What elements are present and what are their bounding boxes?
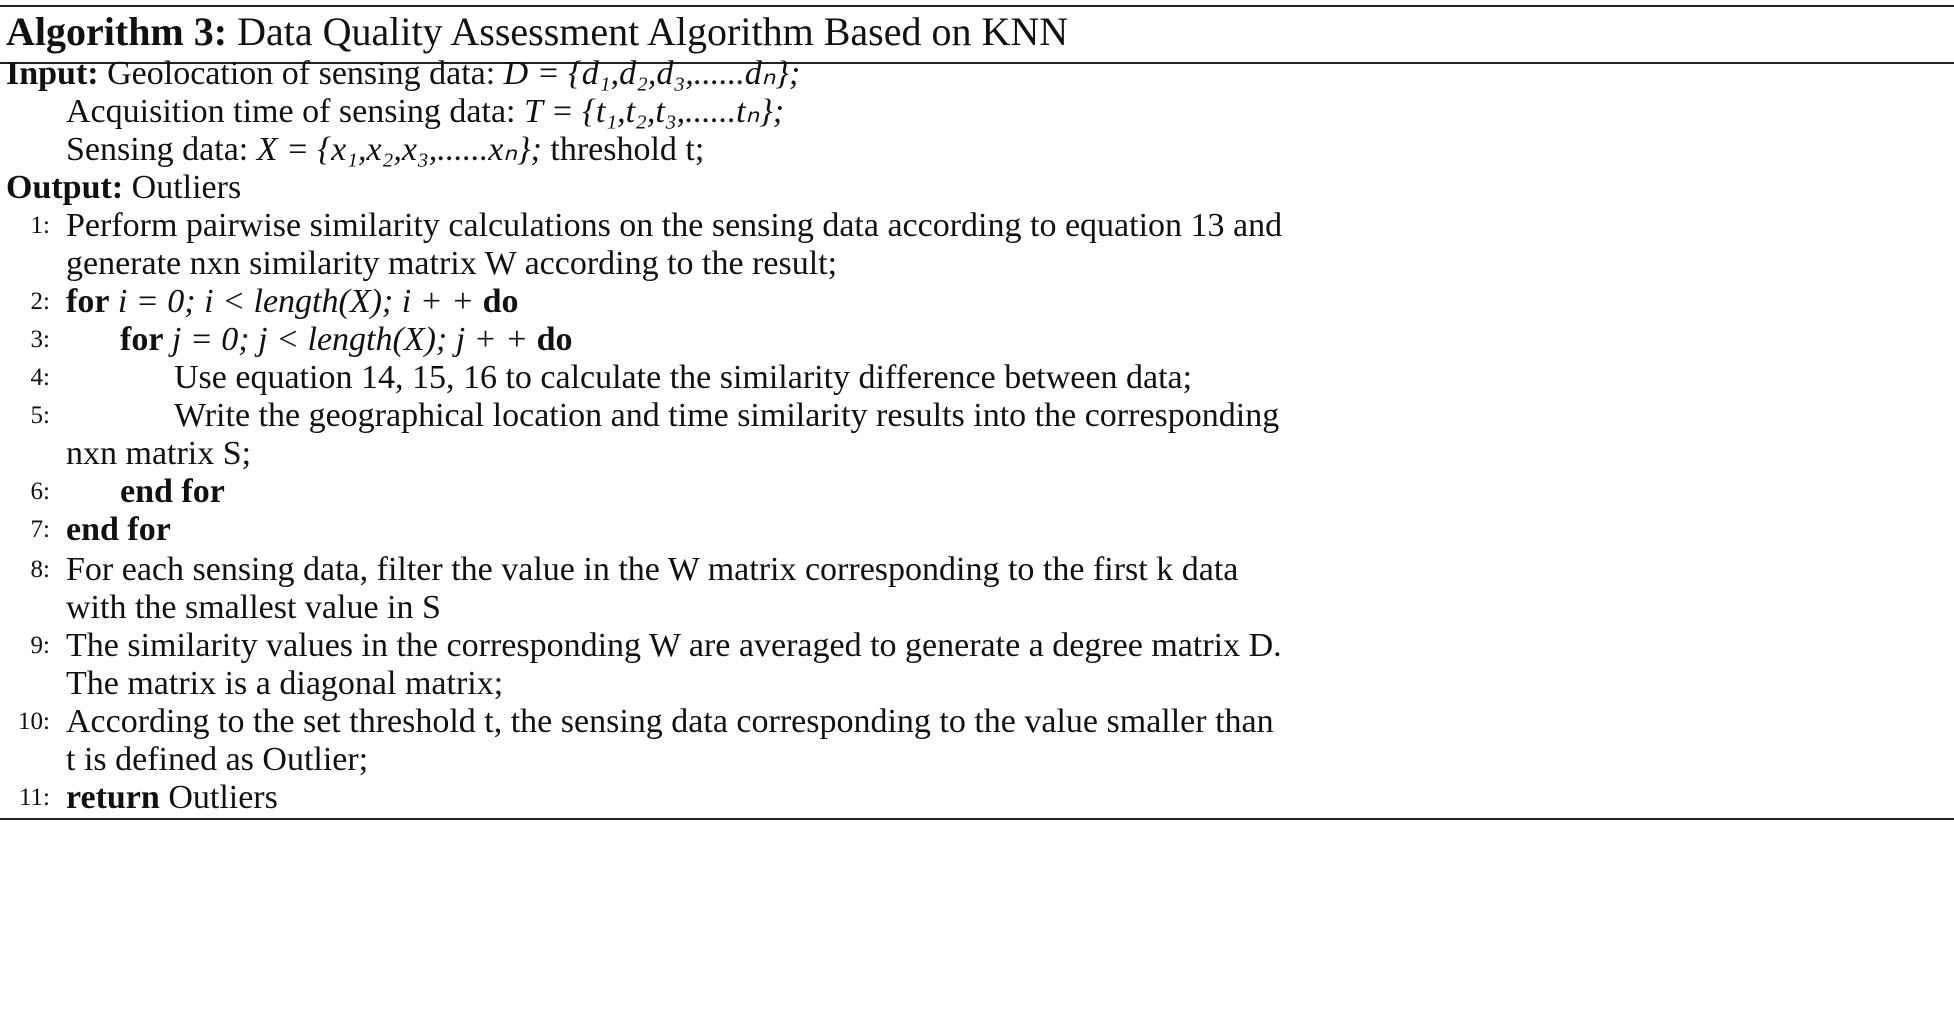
input-threshold-text: threshold t; xyxy=(550,131,705,168)
end-for-keyword: end for xyxy=(66,511,171,548)
step-9-line-1: The similarity values in the corresponding W are averaged to generate a degree matrix D. xyxy=(66,627,1282,664)
input-time-text: Acquisition time of sensing data: xyxy=(66,93,516,130)
end-for-keyword: end for xyxy=(120,473,225,510)
input-label: Input: xyxy=(6,55,99,92)
input-sensing-text: Sensing data: xyxy=(66,131,249,168)
step-number: 10: xyxy=(18,708,50,735)
for-keyword: for xyxy=(120,321,164,358)
step-number: 9: xyxy=(30,632,50,659)
step-number: 7: xyxy=(30,516,50,543)
loop-condition-j: j = 0; j < length(X); j + + xyxy=(171,321,529,358)
input-sensing-math: X = {x₁,x₂,x₃,......xₙ}; xyxy=(256,131,542,168)
step-number: 3: xyxy=(30,326,50,353)
for-keyword: for xyxy=(66,283,110,320)
loop-condition-i: i = 0; i < length(X); i + + xyxy=(117,283,475,320)
step-number: 8: xyxy=(30,556,50,583)
step-5-line-1: Write the geographical location and time similarity results into the corresponding xyxy=(174,397,1280,434)
step-number: 6: xyxy=(30,478,50,505)
step-1-line-2: generate nxn similarity matrix W according to the result; xyxy=(66,245,838,282)
input-geolocation-text: Geolocation of sensing data: xyxy=(107,55,496,92)
algorithm-label: Algorithm 3: xyxy=(6,9,228,54)
step-10-line-1: According to the set threshold t, the sensing data corresponding to the value smaller than xyxy=(66,703,1274,740)
step-4-line: Use equation 14, 15, 16 to calculate the similarity difference between data; xyxy=(174,359,1193,396)
do-keyword: do xyxy=(482,283,519,320)
do-keyword: do xyxy=(536,321,573,358)
input-time-math: T = {t₁,t₂,t₃,......tₙ}; xyxy=(524,93,785,130)
return-keyword: return xyxy=(66,779,160,816)
bottom-rule xyxy=(0,818,1954,820)
step-9-line-2: The matrix is a diagonal matrix; xyxy=(66,665,504,702)
step-number: 5: xyxy=(30,402,50,429)
step-11-line xyxy=(66,775,278,821)
output-text: Outliers xyxy=(131,169,242,206)
input-geolocation-math: D = {d₁,d₂,d₃,......dₙ}; xyxy=(503,55,801,92)
step-5-line-2: nxn matrix S; xyxy=(66,435,252,472)
step-number: 11: xyxy=(18,784,50,811)
step-8-line-2: with the smallest value in S xyxy=(66,589,441,626)
step-1-line-1: Perform pairwise similarity calculations on the sensing data according to equation 13 and xyxy=(66,207,1283,244)
algorithm-name: Data Quality Assessment Algorithm Based on KNN xyxy=(237,9,1069,54)
output-label: Output: xyxy=(6,169,124,206)
step-8-line-1: For each sensing data, filter the value in the W matrix corresponding to the first k data xyxy=(66,551,1239,588)
return-value: Outliers xyxy=(168,779,278,816)
step-number: 4: xyxy=(30,364,50,391)
step-10-line-2: t is defined as Outlier; xyxy=(66,741,369,778)
step-number: 1: xyxy=(30,212,50,239)
step-number: 2: xyxy=(30,288,50,315)
